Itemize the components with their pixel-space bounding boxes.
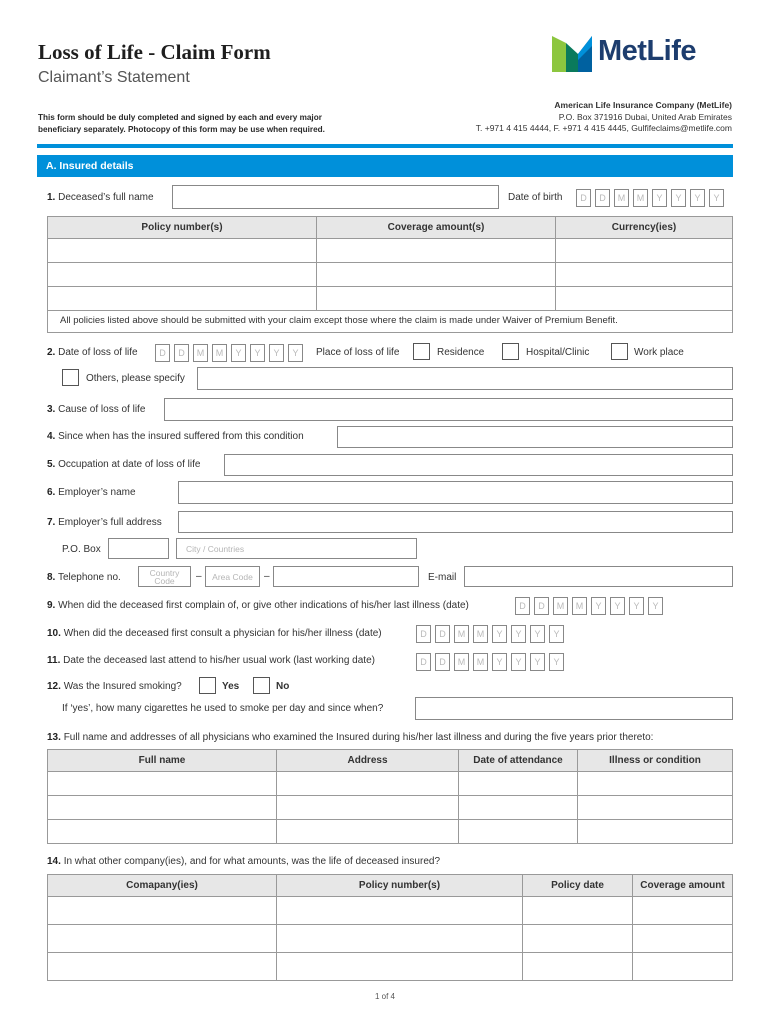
date-digit-box[interactable]: Y [511,653,526,671]
po-box-label: P.O. Box [62,544,101,555]
illness-cell[interactable] [578,796,733,820]
date-digit-box[interactable]: D [435,653,450,671]
page-number: 1 of 4 [374,992,395,1001]
date-digit-box[interactable]: M [473,653,488,671]
q14-number: 14. [47,856,61,867]
date-digit-box[interactable]: Y [690,189,705,207]
physicians-col-header: Illness or condition [578,750,733,772]
policy-date-cell[interactable] [523,897,633,925]
other-insurance-col-header: Policy date [523,875,633,897]
dob-label: Date of birth [508,192,563,203]
date-digit-box[interactable]: D [416,653,431,671]
physicians-col-header: Address [277,750,459,772]
date-digit-box[interactable]: Y [709,189,724,207]
table-row [48,287,733,311]
others-label: Others, please specify [86,373,185,384]
policy-col-header: Policy number(s) [48,217,317,239]
q2-number: 2. [47,347,56,358]
policy-number-cell[interactable] [48,263,317,287]
q7-number: 7. [47,517,56,528]
date-digit-box[interactable]: D [534,597,549,615]
area-code-placeholder: Area Code [212,572,253,582]
date-digit-box[interactable]: D [595,189,610,207]
currency-cell[interactable] [556,287,733,311]
date-digit-box[interactable]: D [435,625,450,643]
policy-table [47,216,733,311]
q8-text: Telephone no. [57,572,121,583]
illness-cell[interactable] [578,820,733,844]
physician-address-cell[interactable] [277,796,459,820]
q12-text: Was the Insured smoking? [63,681,182,692]
date-digit-box[interactable]: M [572,597,587,615]
date-digit-box[interactable]: Y [549,625,564,643]
date-digit-box[interactable]: M [193,344,208,362]
company-info [476,100,732,135]
intro-line-2: beneficiary separately. Photocopy of this form may be use when required. [38,124,325,134]
other-coverage-amount-cell[interactable] [633,925,733,953]
other-coverage-amount-cell[interactable] [633,953,733,981]
company-name: American Life Insurance Company (MetLife) [554,100,732,110]
place-of-loss-label: Place of loss of life [316,347,400,358]
date-digit-box[interactable]: D [576,189,591,207]
metlife-logo [552,34,734,74]
physicians-table [47,749,733,844]
policy-note: All policies listed above should be submitted with your claim except those where the claim is made under Waiver of Premium Benefit. [47,310,733,333]
attendance-date-cell[interactable] [459,820,578,844]
date-digit-box[interactable]: D [515,597,530,615]
policy-col-header: Currency(ies) [556,217,733,239]
currency-cell[interactable] [556,263,733,287]
date-digit-box[interactable]: M [633,189,648,207]
q11-text: Date the deceased last attend to his/her usual work (last working date) [63,655,375,666]
table-row [48,925,733,953]
condition-since-field[interactable] [337,426,733,448]
date-digit-box[interactable]: Y [549,653,564,671]
q5-text: Occupation at date of loss of life [58,459,201,470]
q13-text: Full name and addresses of all physicians who examined the Insured during his/her last illness and during the five years prior thereto: [63,732,654,743]
table-row [48,263,733,287]
date-of-loss-field[interactable] [155,344,307,362]
date-digit-box[interactable]: Y [530,625,545,643]
physician-address-cell[interactable] [277,820,459,844]
policy-date-cell[interactable] [523,953,633,981]
date-digit-box[interactable]: Y [629,597,644,615]
coverage-amount-cell[interactable] [317,287,556,311]
dob-date-field[interactable] [576,189,728,207]
others-specify-field[interactable] [197,367,733,390]
physicians-col-header: Date of attendance [459,750,578,772]
date-digit-box[interactable]: Y [530,653,545,671]
smoking-yes-label: Yes [222,681,240,692]
q9-number: 9. [47,600,56,611]
cause-of-loss-field[interactable] [164,398,733,421]
q14-text: In what other company(ies), and for what amounts, was the life of deceased insured? [63,856,441,867]
attendance-date-cell[interactable] [459,772,578,796]
country-code-placeholder-2: Code [154,576,175,586]
country-code-field[interactable] [138,566,191,587]
physician-name-cell[interactable] [48,820,277,844]
q10-label [47,628,382,639]
table-row [48,820,733,844]
form-title: Loss of Life - Claim Form [38,40,271,64]
telephone-number-field[interactable] [273,566,419,587]
q13-label [47,732,653,743]
q3-text: Cause of loss of life [58,404,146,415]
q13-number: 13. [47,732,61,743]
first-complaint-date-field[interactable] [515,597,667,615]
date-digit-box[interactable]: M [454,625,469,643]
physician-name-cell[interactable] [48,796,277,820]
attendance-date-cell[interactable] [459,796,578,820]
coverage-amount-cell[interactable] [317,263,556,287]
q2-label [47,347,138,358]
other-insurance-col-header: Policy number(s) [277,875,523,897]
form-subtitle: Claimant’s Statement [38,69,190,86]
date-digit-box[interactable]: M [212,344,227,362]
intro-line-1: This form should be duly completed and signed by each and every major [38,113,322,122]
others-checkbox[interactable] [62,369,79,386]
other-policy-number-cell[interactable] [277,925,523,953]
company-cell[interactable] [48,925,277,953]
q3-label [47,404,145,415]
q8-number: 8. [47,572,56,583]
company-cell[interactable] [48,953,277,981]
table-row [48,953,733,981]
policy-number-cell[interactable] [48,239,317,263]
date-digit-box[interactable]: Y [511,625,526,643]
date-digit-box[interactable]: D [155,344,170,362]
area-code-field[interactable] [205,566,260,587]
dash-2: – [264,571,270,582]
policy-table-header [48,217,733,239]
other-coverage-amount-cell[interactable] [633,897,733,925]
date-digit-box[interactable]: Y [652,189,667,207]
q11-label [47,655,375,666]
form-intro [38,112,368,135]
table-row [48,772,733,796]
date-digit-box[interactable]: Y [591,597,606,615]
q8-label [47,572,121,583]
q4-text: Since when has the insured suffered from this condition [58,431,304,442]
other-insurance-table [47,874,733,981]
work-place-label: Work place [634,347,684,358]
date-digit-box[interactable]: Y [288,344,303,362]
company-address: P.O. Box 371916 Dubai, United Arab Emirates [558,111,732,122]
city-countries-placeholder: City / Countries [186,544,245,554]
q10-text: When did the deceased first consult a physician for his/her illness (date) [63,628,382,639]
smoking-followup-label: If ‘yes’, how many cigarettes he used to smoke per day and since when? [62,703,384,714]
q9-text: When did the deceased first complain of, or give other indications of his/her last illness (date) [58,600,469,611]
date-digit-box[interactable]: M [473,625,488,643]
date-digit-box[interactable]: M [614,189,629,207]
date-digit-box[interactable]: Y [269,344,284,362]
date-digit-box[interactable]: Y [250,344,265,362]
q2-text: Date of loss of life [58,347,138,358]
q7-text: Employer’s full address [58,517,162,528]
policy-date-cell[interactable] [523,925,633,953]
coverage-amount-cell[interactable] [317,239,556,263]
other-insurance-table-header [48,875,733,897]
hospital-clinic-label: Hospital/Clinic [526,347,590,358]
q5-number: 5. [47,459,56,470]
q4-number: 4. [47,431,56,442]
physician-address-cell[interactable] [277,772,459,796]
dash-1: – [196,571,202,582]
q6-text: Employer’s name [58,487,136,498]
smoking-yes-checkbox[interactable] [199,677,216,694]
q10-number: 10. [47,628,61,639]
illness-cell[interactable] [578,772,733,796]
last-working-date-field[interactable] [416,653,568,671]
other-insurance-col-header: Coverage amount [633,875,733,897]
country-code-placeholder-1: Country [149,568,180,578]
q12-label [47,681,182,692]
q6-number: 6. [47,487,56,498]
date-digit-box[interactable]: M [553,597,568,615]
company-cell[interactable] [48,897,277,925]
section-a-header: A. Insured details [37,155,733,177]
q9-label [47,600,469,611]
other-policy-number-cell[interactable] [277,953,523,981]
smoking-no-label: No [276,681,290,692]
date-digit-box[interactable]: D [174,344,189,362]
q4-label [47,431,304,442]
other-insurance-col-header: Comapany(ies) [48,875,277,897]
table-row [48,239,733,263]
email-field[interactable] [464,566,733,587]
date-digit-box[interactable]: Y [610,597,625,615]
employer-name-field[interactable] [178,481,733,504]
physician-name-cell[interactable] [48,772,277,796]
employer-address-field[interactable] [178,511,733,533]
q1-label [47,192,154,203]
q3-number: 3. [47,404,56,415]
logo-wordmark: MetLife [598,35,696,67]
residence-label: Residence [437,347,485,358]
q1-number: 1. [47,192,56,203]
table-row [48,796,733,820]
work-place-checkbox[interactable] [611,343,628,360]
date-digit-box[interactable]: Y [671,189,686,207]
company-contact: T. +971 4 415 4444, F. +971 4 415 4445, Gulfifeclaims@metlife.com [475,123,732,133]
other-policy-number-cell[interactable] [277,897,523,925]
smoking-no-checkbox[interactable] [253,677,270,694]
q12-number: 12. [47,681,61,692]
date-digit-box[interactable]: D [416,625,431,643]
residence-checkbox[interactable] [413,343,430,360]
metlife-logo-icon [552,34,596,74]
q11-number: 11. [47,655,61,666]
q5-label [47,459,200,470]
po-box-field[interactable] [108,538,169,559]
q1-text: Deceased’s full name [58,192,154,203]
currency-cell[interactable] [556,239,733,263]
city-countries-field[interactable] [176,538,417,559]
deceased-full-name-field[interactable] [172,185,499,209]
first-consult-date-field[interactable] [416,625,568,643]
date-digit-box[interactable]: Y [492,625,507,643]
policy-number-cell[interactable] [48,287,317,311]
q14-label [47,856,440,867]
policy-col-header: Coverage amount(s) [317,217,556,239]
physicians-table-header [48,750,733,772]
date-digit-box[interactable]: M [454,653,469,671]
header-divider [37,144,733,148]
q6-label [47,487,136,498]
date-digit-box[interactable]: Y [492,653,507,671]
date-digit-box[interactable]: Y [648,597,663,615]
hospital-clinic-checkbox[interactable] [502,343,519,360]
date-digit-box[interactable]: Y [231,344,246,362]
cigarettes-per-day-field[interactable] [415,697,733,720]
table-row [48,897,733,925]
q7-label [47,517,162,528]
physicians-col-header: Full name [48,750,277,772]
email-label: E-mail [428,572,457,583]
occupation-field[interactable] [224,454,733,476]
